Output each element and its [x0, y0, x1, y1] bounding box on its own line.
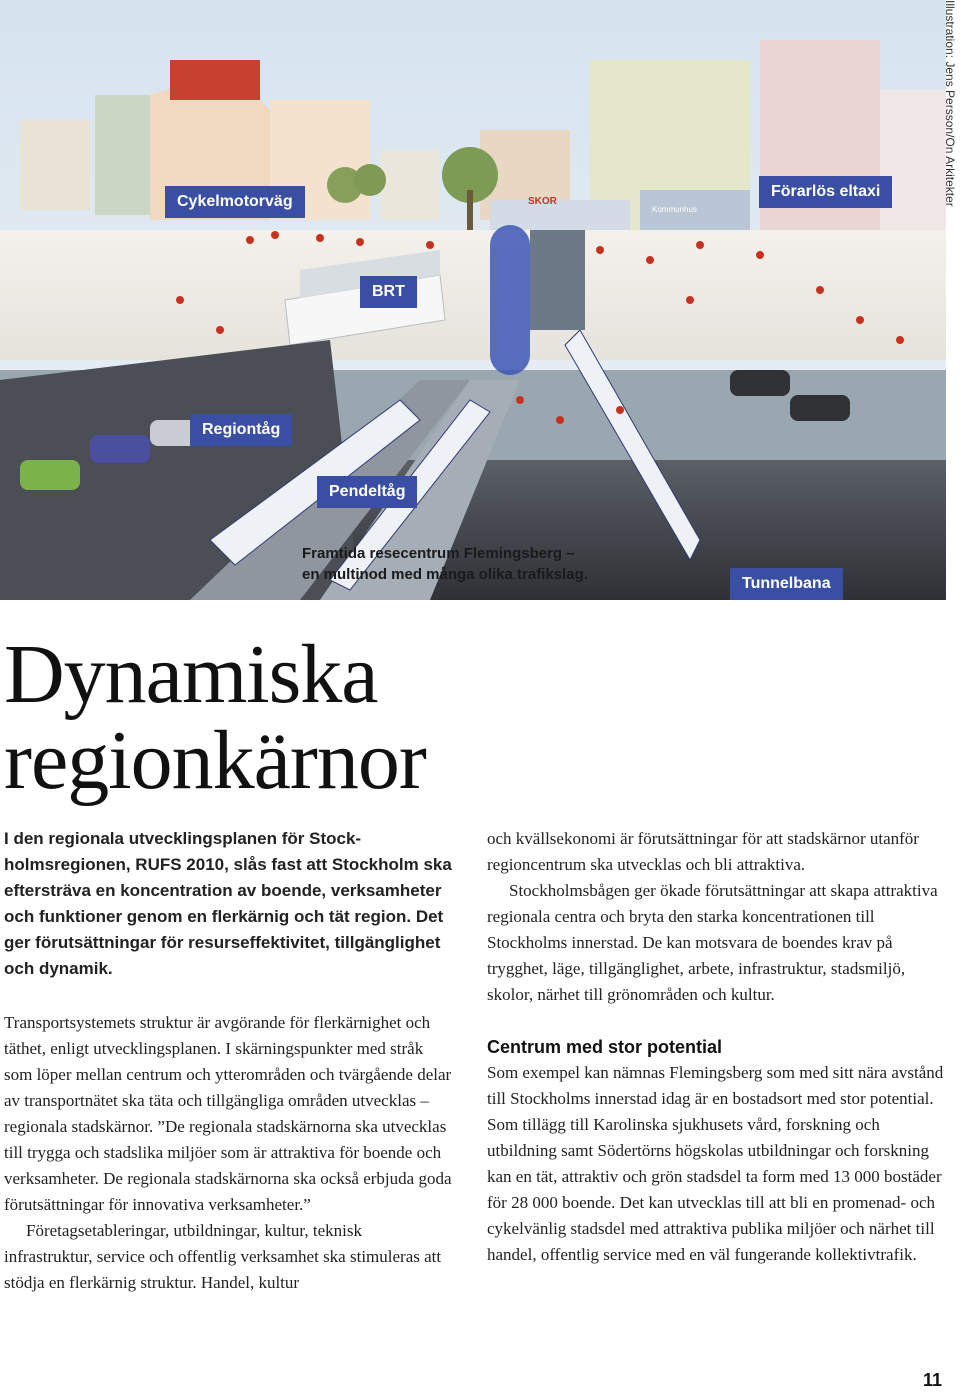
body-paragraph: Som exempel kan nämnas Flemingsberg som med sitt nära avstånd till Stockholms innerstad idag är en bostadsort med stor potential. Som tillägg till Karolinska sjukhusets vård, forskning och utbildning samt Södertörns högskolas utbildningar och forskning kan en tät, attraktiv och grön stadsdel ta form med 13 000 bostäder för 28 000 boende. Det kan utvecklas till att bli en promenad- och cykelvänlig stadsdel med attraktiva publika miljöer och närhet till handel, offentlig service med en väl fungerande kollektivtrafik. — [487, 1063, 944, 1264]
label-pendeltag: Pendeltåg — [317, 476, 417, 508]
body-paragraph: Företagsetableringar, utbildningar, kultur, teknisk infrastruktur, service och offentlig verksamhet ska stimuleras att stödja en flerkärnig struktur. Handel, kultur — [4, 1221, 442, 1292]
label-cykelmotorvag: Cykelmotorväg — [165, 186, 305, 218]
shop-sign-skor: SKOR — [528, 196, 557, 207]
section-subheading: Centrum med stor potential — [487, 1037, 723, 1057]
illustration-graphic — [0, 0, 946, 600]
label-forarlos-eltaxi: Förarlös eltaxi — [759, 176, 892, 208]
body-paragraph: Stockholmsbågen ger ökade förutsättningar att skapa attraktiva regionala centra och bryta den starka koncentrationen till Stockholms innerstad. De kan motsvara de boendes krav på trygghet, läge, tillgänglighet, arbete, infrastruktur, stadsmiljö, skolor, närhet till grönområden och kultur. — [487, 881, 938, 1004]
body-paragraph: Transportsystemets struktur är avgörande för flerkärnighet och täthet, enligt utvecklingsplanen. I skärningspunkter med stråk som löper mellan centrum och ytterområden och tvärgående delar av transportnätet ska täta och tillgängliga områden utvecklas – regionala stadskärnor. ”De regionala stadskärnorna ska utvecklas till trygga och stadslika miljöer som är attraktiva för boende och verksamheter. De regionala stadskärnorna ska också erbjuda goda förutsättningar för innovativa verksamheter.” — [4, 1013, 452, 1214]
illustration-credit — [943, 0, 960, 207]
body-column-left — [4, 1010, 452, 1296]
label-regiontag: Regiontåg — [190, 414, 292, 446]
body-column-right — [487, 826, 947, 1268]
illustration-caption — [302, 543, 632, 585]
body-paragraph: och kvällsekonomi är förutsättningar för att stadskärnor utanför regioncentrum ska utvecklas och bli attraktiva. — [487, 829, 919, 874]
title-line-2: regionkärnor — [4, 714, 426, 807]
page-title — [4, 628, 426, 807]
caption-line-1: Framtida resecentrum Flemingsberg – — [302, 545, 575, 562]
page-number: 11 — [923, 1370, 943, 1390]
caption-line-2: en multinod med många olika trafikslag. — [302, 566, 588, 583]
label-tunnelbana: Tunnelbana — [730, 568, 843, 600]
label-brt: BRT — [360, 276, 417, 308]
station-illustration — [0, 0, 946, 600]
credit-text: Illustration: Jens Persson/On Arkitekter — [943, 0, 957, 207]
title-line-1: Dynamiska — [4, 628, 378, 721]
lead-paragraph: I den regionala utvecklingsplanen för Stockholmsregionen, RUFS 2010, slås fast att Stockholm ska eftersträva en koncentration av boende, verksamheter och funktioner genom en flerkärnig och tät region. Det ger förutsättningar för resurseffektivitet, tillgänglighet och dynamik. — [4, 829, 452, 978]
shop-sign-kommunhus: Kommunhus — [652, 205, 697, 214]
